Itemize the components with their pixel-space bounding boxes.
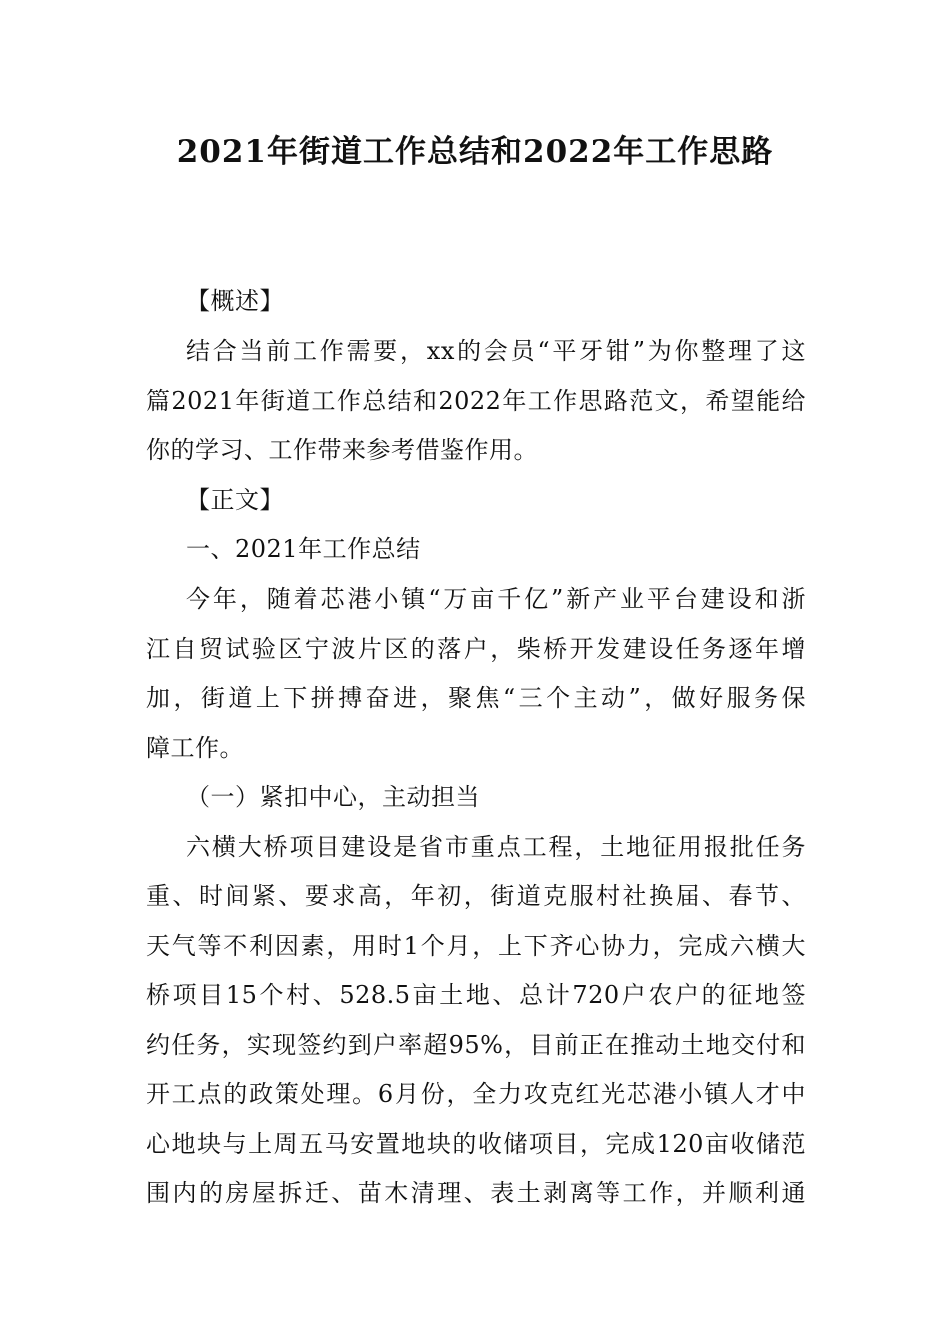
paragraph-line: 障工作。 [146,734,244,762]
paragraph-line: 约任务，实现签约到户率超95%，目前正在推动土地交付和 [146,1031,806,1059]
section-heading-summary: 【概述】 [186,287,284,315]
paragraph-line: 天气等不利因素，用时1个月，上下齐心协力，完成六横大 [146,932,806,960]
paragraph-line: 加，街道上下拼搏奋进，聚焦“三个主动”，做好服务保 [146,684,806,712]
paragraph-line: 你的学习、工作带来参考借鉴作用。 [146,436,538,464]
section-heading-2021: 一、2021年工作总结 [186,535,421,563]
paragraph-line: 开工点的政策处理。6月份，全力攻克红光芯港小镇人才中 [146,1080,806,1108]
paragraph-line: 桥项目15个村、528.5亩土地、总计720户农户的征地签 [146,981,806,1009]
section-heading-body: 【正文】 [186,486,284,514]
paragraph-line: 今年，随着芯港小镇“万亩千亿”新产业平台建设和浙 [186,585,806,613]
paragraph-line: 心地块与上周五马安置地块的收储项目，完成120亩收储范 [146,1130,806,1158]
paragraph-line: 重、时间紧、要求高，年初，街道克服村社换届、春节、 [146,882,806,910]
document-title: 2021年街道工作总结和2022年工作思路 [176,134,774,170]
subsection-heading: （一）紧扣中心，主动担当 [186,783,480,811]
paragraph-line: 江自贸试验区宁波片区的落户，柴桥开发建设任务逐年增 [146,635,806,663]
paragraph-line: 围内的房屋拆迁、苗木清理、表土剥离等工作，并顺利通 [146,1179,806,1207]
paragraph-line: 结合当前工作需要，xx的会员“平牙钳”为你整理了这 [186,337,806,365]
paragraph-line: 六横大桥项目建设是省市重点工程，土地征用报批任务 [186,833,806,861]
paragraph-line: 篇2021年街道工作总结和2022年工作思路范文，希望能给 [146,387,806,415]
